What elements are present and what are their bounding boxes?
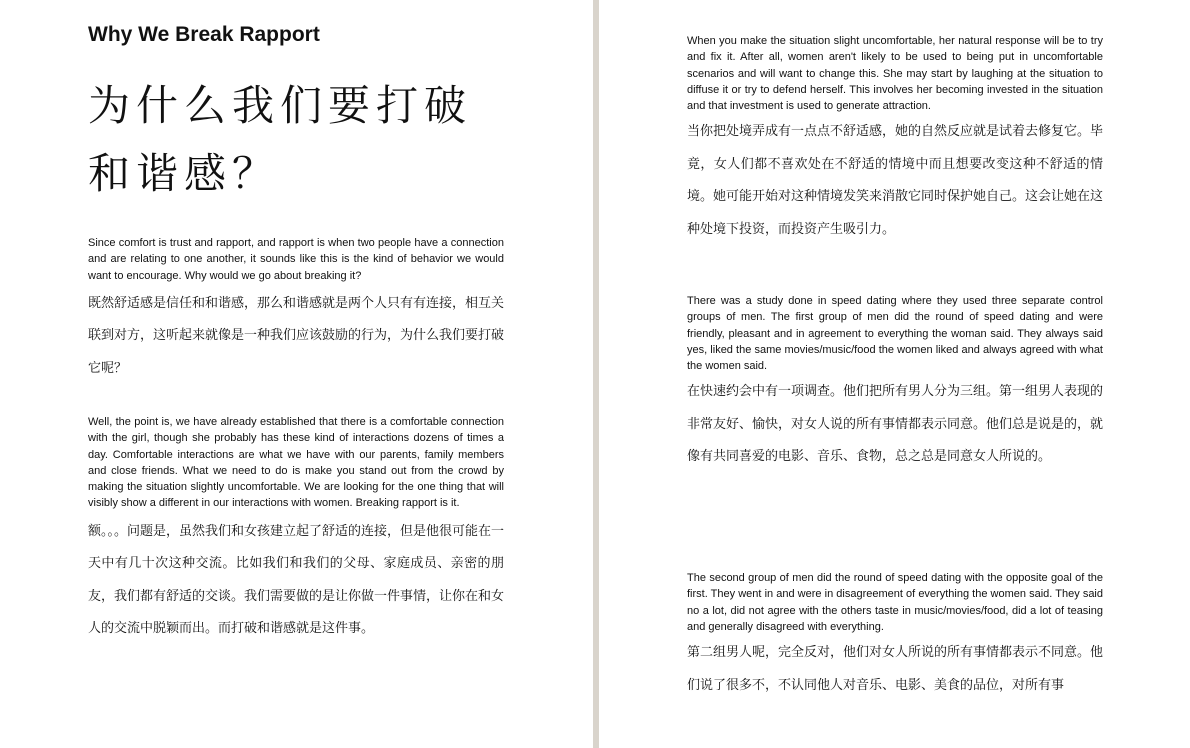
right-paragraph-1 bbox=[687, 33, 1103, 246]
right-page bbox=[599, 0, 1190, 748]
paragraph-en: Well, the point is, we have already established that there is a comfortable connection with the girl, though she probably has these kind of interactions dozens of times a day. Comfortable interactions are what we have with our parents, family members and close friends. What we need to do is make you stand out from the crowd by making the situation slightly uncomfortable. We are looking for the one thing that will visibly show a different in our interactions with women. Breaking rapport is it. bbox=[88, 416, 504, 510]
left-paragraph-1 bbox=[88, 235, 504, 385]
paragraph-cn: 额。。。问题是，虽然我们和女孩建立起了舒适的连接，但是他很可能在一天中有几十次这种交流。比如我们和我们的父母、家庭成员、亲密的朋友，我们都有舒适的交谈。我们需要做的是让你做一件事情，让你在和女人的交流中脱颖而出。而打破和谐感就是这件事。 bbox=[88, 523, 505, 637]
paragraph-cn: 既然舒适感是信任和和谐感，那么和谐感就是两个人只有有连接，相互关联到对方，这听起来就像是一种我们应该鼓励的行为，为什么我们要打破它呢？ bbox=[88, 295, 505, 376]
paragraph-en: There was a study done in speed dating where they used three separate control groups of men. The first group of men did the round of speed dating and were friendly, pleasant and in agreement to everything the woman said. They always said yes, liked the same movies/music/food the women liked and always agreed with what the women said. bbox=[687, 295, 1103, 373]
paragraph-en: The second group of men did the round of speed dating with the opposite goal of the first. They went in and were in disagreement of everything the women said. They said no a lot, did not agree with the others taste in music/movies/food, did a lot of teasing and generally disagreed with everything. bbox=[687, 572, 1103, 633]
right-paragraph-3 bbox=[687, 570, 1103, 702]
paragraph-en: When you make the situation slight uncomfortable, her natural response will be to try and fix it. After all, women aren't likely to be used to being put in uncomfortable scenarios and will want to change this. She may start by laughing at the situation to diffuse it or try to defend herself. This involves her becoming invested in the situation and that investment is used to generate attraction. bbox=[687, 35, 1103, 113]
paragraph-en: Since comfort is trust and rapport, and rapport is when two people have a connection and are relating to one another, it sounds like this is the kind of behavior we would want to encourage. Why would we go about breaking it? bbox=[88, 237, 504, 282]
chapter-title-cn: 为什么我们要打破和谐感？ bbox=[88, 81, 473, 198]
right-paragraph-2 bbox=[687, 293, 1103, 474]
paragraph-cn: 在快速约会中有一项调查。他们把所有男人分为三组。第一组男人表现的非常友好、愉快，对女人说的所有事情都表示同意。他们总是说是的，就像有共同喜爱的电影、音乐、食物，总之总是同意女人所说的。 bbox=[687, 384, 1104, 465]
left-title-cn-block bbox=[88, 72, 504, 208]
chapter-title-en: Why We Break Rapport bbox=[88, 23, 320, 46]
left-paragraph-2 bbox=[88, 414, 504, 646]
left-title-block bbox=[88, 22, 504, 48]
paragraph-cn: 第二组男人呢，完全反对，他们对女人所说的所有事情都表示不同意。他们说了很多不，不认同他人对音乐、电影、美食的品位，对所有事 bbox=[687, 645, 1104, 693]
left-page bbox=[0, 0, 593, 748]
paragraph-cn: 当你把处境弄成有一点点不舒适感，她的自然反应就是试着去修复它。毕竟，女人们都不喜欢处在不舒适的情境中而且想要改变这种不舒适的情境。她可能开始对这种情境发笑来消散它同时保护她自己。这会让她在这种处境下投资，而投资产生吸引力。 bbox=[687, 124, 1104, 237]
